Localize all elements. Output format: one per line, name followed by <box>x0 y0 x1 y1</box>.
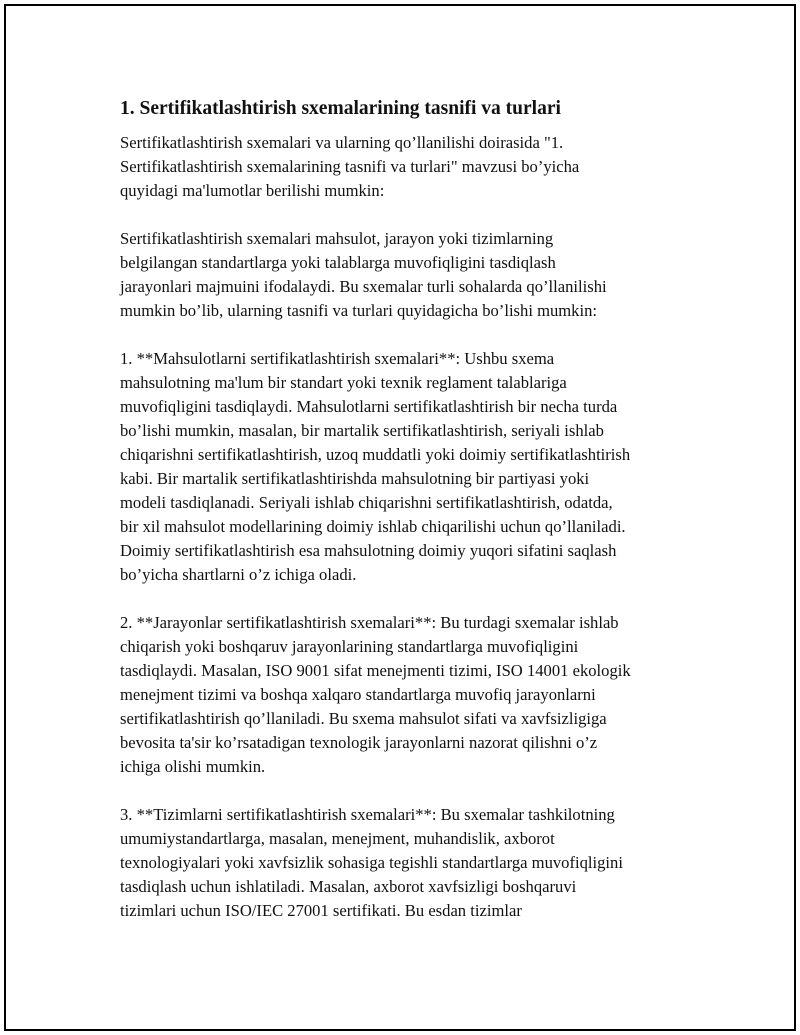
document-title: 1. Sertifikatlashtirish sxemalarining tasnifi va turlari <box>120 98 561 119</box>
paragraph-process-schemes: 2. **Jarayonlar sertifikatlashtirish sxemalari**: Bu turdagi sxemalar ishlab chiqarish yoki boshqaruv jarayonlarining standartlarga muvofiqligini tasdiqlaydi. Masalan, ISO 9001 sifat menejmenti tizimi, ISO 14001 ekologik menejment tizimi va boshqa xalqaro standartlarga muvofiq jarayonlarni sertifikatlashtirish qo’llaniladi. Bu sxema mahsulot sifati va xavfsizligiga bevosita ta'sir ko’rsatadigan texnologik jarayonlarni nazorat qilishni o’z ichiga olishi mumkin. <box>120 613 631 776</box>
document-body <box>120 96 695 923</box>
page-frame <box>4 4 796 1031</box>
paragraph-intro: Sertifikatlashtirish sxemalari va ularning qo’llanilishi doirasida "1. Sertifikatlashtirish sxemalarining tasnifi va turlari" mavzusi bo’yicha quyidagi ma'lumotlar berilishi mumkin: <box>120 133 580 200</box>
paragraph-overview: Sertifikatlashtirish sxemalari mahsulot, jarayon yoki tizimlarning belgilangan standartlarga yoki talablarga muvofiqligini tasdiqlash jarayonlari majmuini ifodalaydi. Bu sxemalar turli sohalarda qo’llanilishi mumkin bo’lib, ularning tasnifi va turlari quyidagicha bo’lishi mumkin: <box>120 229 607 320</box>
paragraph-system-schemes: 3. **Tizimlarni sertifikatlashtirish sxemalari**: Bu sxemalar tashkilotning umumiystandartlarga, masalan, menejment, muhandislik, axborot texnologiyalari yoki xavfsizlik sohasiga tegishli standartlarga muvofiqligini tasdiqlash uchun ishlatiladi. Masalan, axborot xavfsizligi boshqaruvi tizimlari uchun ISO/IEC 27001 sertifikati. Bu esdan tizimlar <box>120 805 623 920</box>
paragraph-product-schemes: 1. **Mahsulotlarni sertifikatlashtirish sxemalari**: Ushbu sxema mahsulotning ma'lum bir standart yoki texnik reglament talablariga muvofiqligini tasdiqlaydi. Mahsulotlarni sertifikatlashtirish bir necha turda bo’lishi mumkin, masalan, bir martalik sertifikatlashtirish, seriyali ishlab chiqarishni sertifikatlashtirish, uzoq muddatli yoki doimiy sertifikatlashtirish kabi. Bir martalik sertifikatlashtirishda mahsulotning bir partiyasi yoki modeli tasdiqlanadi. Seriyali ishlab chiqarishni sertifikatlashtirish, odatda, bir xil mahsulot modellarining doimiy ishlab chiqarilishi uchun qo’llaniladi. Doimiy sertifikatlashtirish esa mahsulotning doimiy yuqori sifatini saqlash bo’yicha shartlarni o’z ichiga oladi. <box>120 349 631 584</box>
